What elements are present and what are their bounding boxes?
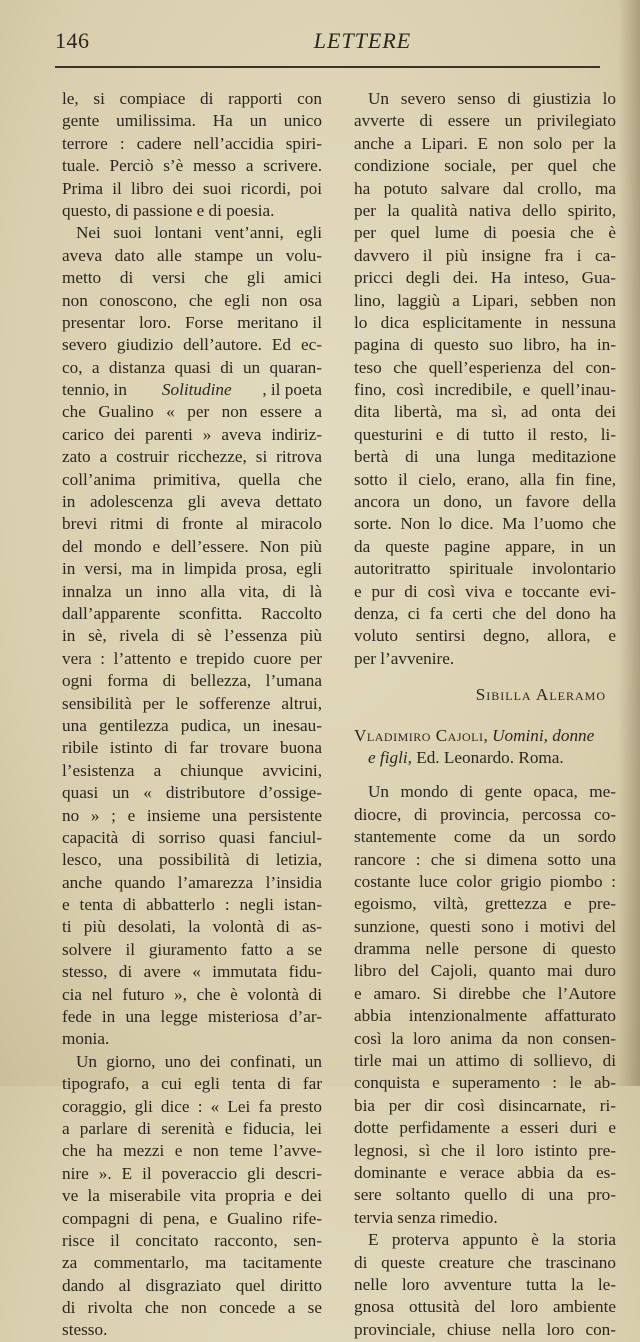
text-line: e pur di così viva e toccante evi-	[354, 581, 616, 601]
text-line: questo, di passione e di poesia.	[62, 200, 275, 220]
text-line: lesco, una possibilità di letizia,	[62, 850, 322, 870]
author-signature: Sibilla Aleramo	[475, 685, 606, 705]
text-line: tipografo, a cui egli tenta di far	[62, 1074, 322, 1094]
text-line: dramma nelle persone di questo	[354, 939, 616, 959]
text-line: di rivolta che non concede a se	[62, 1298, 322, 1318]
text-line: in adolescenza gli aveva dettato	[62, 492, 322, 512]
text-fragment: , il poeta	[262, 380, 322, 400]
text-line: sotto il cielo, erano, alla fin fine,	[354, 469, 616, 489]
text-line: del mondo e dell’essere. Non più	[62, 536, 322, 556]
text-line: bia per dir così disincarnate, ri-	[354, 1095, 616, 1115]
text-line: fino, così incredibile, e quell’inau-	[354, 380, 616, 400]
text-line: ogni forma di bellezza, l’umana	[62, 671, 322, 691]
text-line: diocre, di provincia, percossa co-	[354, 804, 616, 824]
text-line: Un mondo di gente opaca, me-	[368, 782, 616, 802]
review-heading	[354, 725, 616, 770]
text-line: lino, laggiù a Lipari, sebben non	[354, 290, 616, 310]
text-line: così la loro anima da non consen-	[354, 1028, 616, 1048]
text-line: dominante e verace abbia da es-	[354, 1162, 616, 1182]
text-line: a parlare di serenità e fiducia, lei	[62, 1118, 322, 1138]
text-line: brevi ritmi di fronte al miracolo	[62, 514, 322, 534]
text-line: monia.	[62, 1029, 110, 1049]
text-line: e tenta di abbatterlo : negli istan-	[62, 895, 322, 915]
text-line: quasi un « distributore d’ossige-	[62, 783, 322, 803]
text-line: e amaro. Si direbbe che l’Autore	[354, 983, 616, 1003]
text-line: per la qualità nativa dello spirito,	[354, 200, 616, 220]
running-head: LETTERE	[313, 28, 412, 53]
header-rule	[55, 66, 600, 68]
text-line: no » ; e insieme una persistente	[62, 805, 322, 825]
text-line: gente umilissima. Ha un unico	[62, 111, 322, 131]
text-line: stantemente come da un sordo	[354, 827, 616, 847]
text-line: dita libertà, ma sì, ad onta dei	[354, 402, 616, 422]
text-line: avverte di essere un privilegiato	[354, 111, 616, 131]
spacer	[354, 769, 616, 781]
text-line: carico dei parenti » aveva indiriz-	[62, 424, 322, 444]
text-line: di queste creature che trascinano	[354, 1252, 616, 1272]
text-line-with-title	[62, 379, 322, 401]
text-line: l’esistenza a chiunque avvicini,	[62, 760, 322, 780]
comma: ,	[483, 725, 493, 745]
text-line: presentar loro. Forse meritano il	[62, 312, 322, 332]
text-line: coraggio, gli dice : « Lei fa presto	[62, 1096, 322, 1116]
text-line: severo giudizio dell’autore. Ed ec-	[62, 335, 322, 355]
text-line: in versi, ma in limpida prosa, egli	[62, 559, 322, 579]
text-line: conquista e superamento : le ab-	[354, 1073, 616, 1093]
text-line: sensibilità per le sofferenze altrui,	[62, 693, 322, 713]
review-book-title-part1: Uomini, donne	[492, 725, 595, 745]
text-line: che Gualino « per non essere a	[62, 402, 322, 422]
review-author: Vladimiro Cajoli	[354, 725, 484, 745]
text-line: nire ». E il poveraccio gli descri-	[62, 1163, 322, 1183]
text-line: terrore : cadere nell’accidia spiri-	[62, 133, 322, 153]
text-line: bertà di una lunga meditazione	[354, 447, 616, 467]
review-publisher: , Ed. Leonardo. Roma.	[407, 747, 564, 767]
text-line: ancora un dono, un favore della	[354, 492, 616, 512]
text-line: co, a distanza quasi di un quaran-	[62, 357, 322, 377]
text-line: lo dica esplicitamente in nessuna	[354, 312, 616, 332]
text-line: le, si compiace di rapporti con	[62, 89, 322, 108]
text-line: capacità di sorriso quasi fanciul-	[62, 827, 322, 847]
text-line: ha potuto salvare dal crollo, ma	[354, 178, 616, 198]
right-column	[354, 88, 616, 1341]
text-line: provinciale, chiuse nella loro con-	[354, 1319, 616, 1339]
text-line: ve la miserabile vita propria e dei	[62, 1186, 322, 1206]
text-line: sunzione, questi sono i motivi del	[354, 916, 616, 936]
text-line: tervia senza rimedio.	[354, 1207, 498, 1227]
page-edge-shadow	[618, 0, 640, 1086]
text-line: zato a costruir ricchezze, si ritrova	[62, 447, 322, 467]
text-line: stesso, di avere « immutata fidu-	[62, 962, 322, 982]
text-line: cia nel futuro », che è volontà di	[62, 984, 322, 1004]
text-line: anche quando l’amarezza l’insidia	[62, 872, 322, 892]
text-fragment: tennio, in	[62, 380, 132, 400]
text-line: pagina di questo suo libro, ha in-	[354, 335, 616, 355]
text-line: innalza un inno alla vita, di là	[62, 581, 322, 601]
text-line: risce il concitato racconto, sen-	[62, 1230, 322, 1250]
review-book-title-part2: e figli	[368, 747, 408, 767]
text-line: za commentarlo, ma tacitamente	[62, 1253, 322, 1273]
page-header	[55, 28, 610, 66]
text-line: Prima il libro dei suoi ricordi, poi	[62, 178, 322, 198]
review-heading-line	[354, 725, 616, 747]
text-line: non conoscono, che egli non osa	[62, 290, 322, 310]
text-line: coll’anima primitiva, quella che	[62, 469, 322, 489]
text-line: egoismo, viltà, grettezza e pre-	[354, 894, 616, 914]
text-line: Un giorno, uno dei confinati, un	[76, 1051, 322, 1071]
text-line: tuale. Perciò s’è messo a scrivere.	[62, 156, 322, 176]
text-line: in sè, rivela di sè l’essenza più	[62, 626, 322, 646]
text-line: gnosa ottusità del loro ambiente	[354, 1297, 616, 1317]
text-line: denza, ci fa certi che del dono ha	[354, 603, 616, 623]
text-line: metto di versi che gli amici	[62, 268, 322, 288]
text-line: costante luce color grigio piombo :	[354, 871, 616, 891]
text-line: per quel lume di poesia che è	[354, 223, 616, 243]
text-line: una gentilezza pudica, un inesau-	[62, 715, 322, 735]
text-line: dall’apparente sconfitta. Raccolto	[62, 603, 322, 623]
text-line: pricci degli dei. Ha inteso, Gua-	[354, 268, 616, 288]
text-line: ti più desolati, la volontà di as-	[62, 917, 322, 937]
review-heading-line	[354, 747, 616, 769]
text-line: teso che quell’esperienza del con-	[354, 357, 616, 377]
text-line: legnosi, sì che il loro istinto pre-	[354, 1140, 616, 1160]
text-line: tirle mai un attimo di sollievo, di	[354, 1051, 616, 1071]
text-line: E proterva appunto è la storia	[368, 1230, 616, 1250]
page-number: 146	[55, 28, 90, 53]
text-line: ribile istinto di far trovare buona	[62, 738, 322, 758]
text-line: davvero il più insigne fra i ca-	[354, 245, 616, 265]
text-line: autoritratto spirituale involontario	[354, 559, 616, 579]
text-line: per l’avvenire.	[354, 648, 455, 668]
text-line: vera : l’attento e trepido cuore per	[62, 648, 322, 668]
text-line: compagni di pena, e Gualino rife-	[62, 1208, 322, 1228]
text-line: da queste pagine appare, in un	[354, 536, 616, 556]
text-line: voluto sentirsi degno, allora, e	[354, 626, 616, 646]
text-line: nelle loro avventure tutta la le-	[354, 1274, 616, 1294]
text-line: aveva dato alle stampe un volu-	[62, 245, 322, 265]
text-line: solvere il giuramento fatto a se	[62, 939, 322, 959]
text-line: condizione sociale, per quel che	[354, 156, 616, 176]
text-line: sere soltanto quello di una pro-	[354, 1185, 616, 1205]
text-line: che ha mezzi e non teme l’avve-	[62, 1141, 322, 1161]
text-line: dotte perfidamente a esseri duri e	[354, 1118, 616, 1138]
text-line: dando al disgraziato quel diritto	[62, 1275, 322, 1295]
left-column	[62, 88, 322, 1342]
text-line: Nei suoi lontani vent’anni, egli	[76, 223, 322, 243]
text-line: stesso.	[62, 1320, 108, 1340]
text-line: sorte. Non lo dice. Ma l’uomo che	[354, 514, 616, 534]
text-line: Un severo senso di giustizia lo	[368, 89, 616, 108]
text-line: libro del Cajoli, quanto mai duro	[354, 961, 616, 981]
text-line: abbia intenzionalmente affatturato	[354, 1006, 616, 1026]
text-line: fede in una legge misteriosa d’ar-	[62, 1007, 322, 1027]
book-title: Solitudine	[161, 380, 232, 400]
text-line: rancore : che si dimena sotto una	[354, 849, 616, 869]
text-line: anche a Lipari. E non solo per la	[354, 133, 616, 153]
text-line: questurini e di tutto il resto, li-	[354, 424, 616, 444]
